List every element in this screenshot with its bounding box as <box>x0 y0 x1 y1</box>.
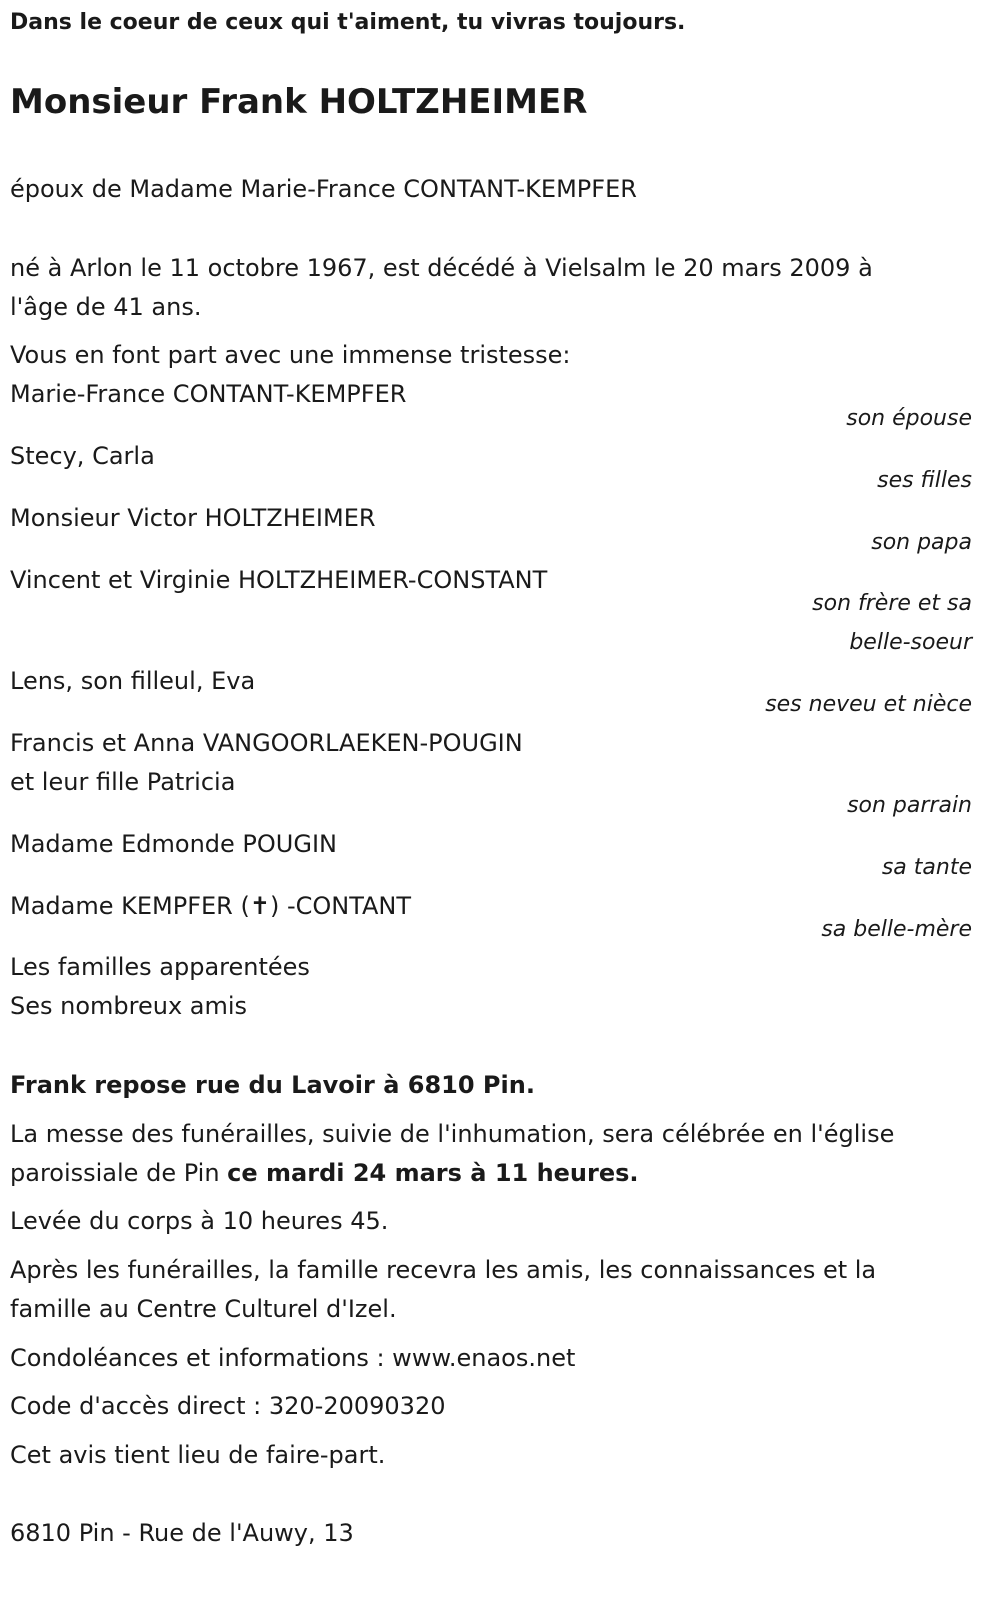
deceased-name: Monsieur Frank HOLTZHEIMER <box>10 82 588 122</box>
family-member-name: Madame Edmonde POUGIN <box>10 830 337 858</box>
extended-family-line: Les familles apparentées <box>10 953 310 981</box>
mass-line-2-text: paroissiale de Pin <box>10 1159 228 1187</box>
repose-line: Frank repose rue du Lavoir à 6810 Pin. <box>10 1071 535 1099</box>
mass-line-1: La messe des funérailles, suivie de l'inhumation, sera célébrée en l'église <box>10 1120 895 1148</box>
address-line: 6810 Pin - Rue de l'Auwy, 13 <box>10 1519 354 1547</box>
access-code-line: Code d'accès direct : 320-20090320 <box>10 1392 446 1420</box>
reception-line-1: Après les funérailles, la famille recevra les amis, les connaissances et la <box>10 1256 877 1284</box>
family-member-relation: ses neveu et nièce <box>765 692 972 717</box>
family-member-name: Stecy, Carla <box>10 442 155 470</box>
epigraph: Dans le coeur de ceux qui t'aiment, tu vivras toujours. <box>10 10 686 35</box>
family-member-relation: son parrain <box>847 793 972 818</box>
family-member-relation: ses filles <box>877 468 972 493</box>
family-member-name: Monsieur Victor HOLTZHEIMER <box>10 504 376 532</box>
family-member-relation: son épouse <box>846 406 972 431</box>
family-member-relation: sa tante <box>881 855 972 880</box>
family-member-relation: son frère et sa <box>812 591 972 616</box>
family-member-relation: son papa <box>871 530 972 555</box>
levee-line: Levée du corps à 10 heures 45. <box>10 1207 389 1235</box>
family-member-name: Lens, son filleul, Eva <box>10 667 256 695</box>
birth-death-line-1: né à Arlon le 11 octobre 1967, est décédé à Vielsalm le 20 mars 2009 à <box>10 254 873 282</box>
family-member-name: Madame KEMPFER (✝) -CONTANT <box>10 892 412 920</box>
extended-family-line: Ses nombreux amis <box>10 992 248 1020</box>
condolences-line: Condoléances et informations : www.enaos.net <box>10 1344 576 1372</box>
family-member-name: Francis et Anna VANGOORLAEKEN-POUGIN <box>10 729 523 757</box>
announce-intro: Vous en font part avec une immense tristesse: <box>10 341 571 369</box>
notice-line: Cet avis tient lieu de faire-part. <box>10 1441 386 1469</box>
family-member-relation: sa belle-mère <box>821 917 972 942</box>
family-member-relation: belle-soeur <box>849 630 972 655</box>
mass-date-time: ce mardi 24 mars à 11 heures. <box>227 1159 639 1187</box>
spouse-line: époux de Madame Marie-France CONTANT-KEMPFER <box>10 175 637 203</box>
family-member-name: Vincent et Virginie HOLTZHEIMER-CONSTANT <box>10 566 548 594</box>
reception-line-2: famille au Centre Culturel d'Izel. <box>10 1295 397 1323</box>
family-member-name: Marie-France CONTANT-KEMPFER <box>10 380 407 408</box>
birth-death-line-2: l'âge de 41 ans. <box>10 293 202 321</box>
mass-line-2 <box>10 1154 639 1193</box>
family-member-name: et leur fille Patricia <box>10 768 236 796</box>
